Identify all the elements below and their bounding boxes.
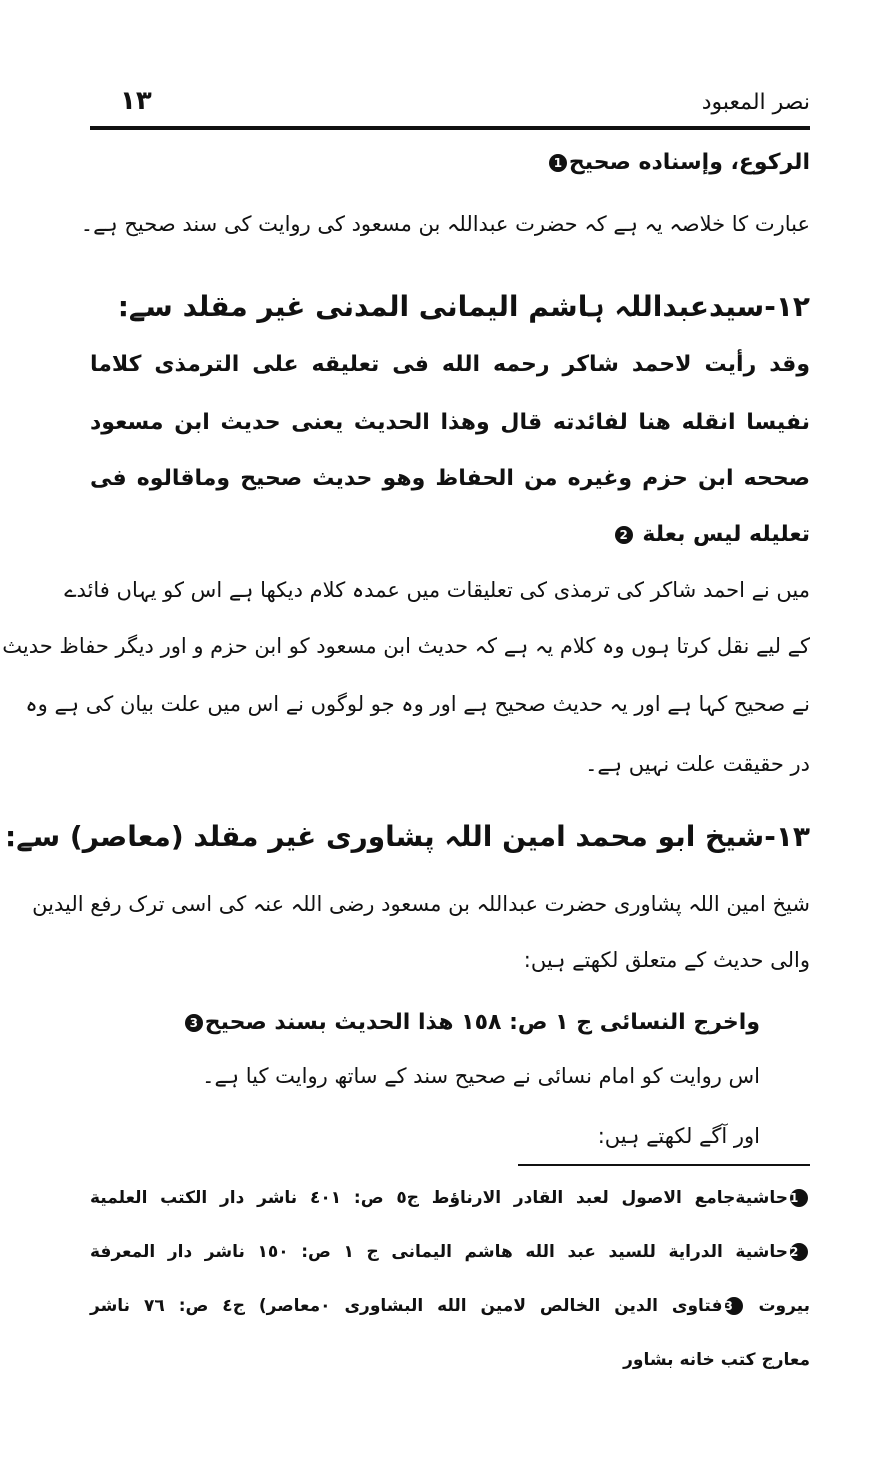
- footnote-divider: [518, 1164, 810, 1166]
- urdu-text: عبارت کا خلاصہ یہ ہے کہ حضرت عبداللہ بن مسعود کی روایت کی سند صحیح ہے۔: [80, 212, 810, 236]
- urdu-line-7: اس روایت کو امام نسائی نے صحیح سند کے ساتھ روایت کیا ہے۔: [202, 1064, 760, 1088]
- footnote-marker-3: 3: [185, 1014, 203, 1032]
- urdu-translation-line-4: در حقیقت علت نہیں ہے۔: [585, 752, 810, 776]
- arabic-quote-line-1: وقد رأيت لاحمد شاكر رحمه الله فى تعليقه على الترمذى كلاما: [90, 352, 810, 377]
- footnote-3-marker: 3: [725, 1297, 743, 1315]
- urdu-line-5: شیخ امین اللہ پشاوری حضرت عبداللہ بن مسعود رضی اللہ عنہ کی اسی ترک رفع الیدین: [32, 892, 810, 916]
- arabic-quote-line-4: [90, 522, 810, 547]
- section-heading-12: ١٢-سیدعبداللہ ہاشم الیمانی المدنی غیر مقلد سے:: [117, 290, 810, 323]
- arabic-line-1: [90, 150, 810, 175]
- page-header: [90, 76, 810, 124]
- page-number: ١٣: [120, 86, 152, 116]
- footnote-1: [90, 1188, 810, 1208]
- urdu-line-summary: [80, 212, 810, 236]
- arabic-quote-nasai: [90, 1010, 760, 1035]
- arabic-text: تعليله ليس بعلة: [642, 522, 810, 547]
- arabic-text: الركوع، وإسناده صحيح: [568, 150, 810, 175]
- footnote-2-text: حاشية الدراية للسيد عبد الله هاشم اليمانى ج ١ ص: ١٥٠ ناشر دار المعرفة: [90, 1242, 789, 1262]
- arabic-quote-line-2: نفيسا انقله هنا لفائدته قال وهذا الحديث يعنى حديث ابن مسعود: [90, 410, 810, 435]
- footnote-marker-1: 1: [549, 154, 567, 172]
- arabic-quote-line-3: صححه ابن حزم وغيره من الحفاظ وهو حديث صحيح وماقالوه فى: [90, 466, 810, 491]
- footnote-2-marker: 2: [790, 1243, 808, 1261]
- urdu-line-6: والی حدیث کے متعلق لکھتے ہیں:: [523, 948, 810, 972]
- footnote-3-continuation: معارج كتب خانه بشاور: [623, 1350, 810, 1370]
- urdu-translation-line-1: میں نے احمد شاکر کی ترمذی کی تعلیقات میں عمدہ کلام دیکھا ہے اس کو یہاں فائدے: [64, 578, 810, 602]
- footnote-2: [90, 1242, 810, 1262]
- footnote-1-text: حاشيةجامع الاصول لعبد القادر الارناؤط ج٥ ص: ٤٠١ ناشر دار الكتب العلمية: [90, 1188, 788, 1208]
- arabic-text: واخرج النسائى ج ١ ص: ١٥٨ هذا الحديث بسند صحيح: [204, 1010, 760, 1035]
- urdu-translation-line-3: نے صحیح کہا ہے اور یہ حدیث صحیح ہے اور وہ جو لوگوں نے اس میں علت بیان کی ہے وہ: [25, 692, 810, 716]
- urdu-translation-line-2: کے لیے نقل کرتا ہوں وہ کلام یہ ہے کہ حدیث ابن مسعود کو ابن حزم و اور دیگر حفاظ حدیث: [2, 634, 810, 658]
- section-heading-13: ١٣-شیخ ابو محمد امین اللہ پشاوری غیر مقلد (معاصر) سے:: [5, 820, 810, 853]
- footnote-2-continuation: بيروت: [758, 1296, 810, 1316]
- urdu-line-8: اور آگے لکھتے ہیں:: [597, 1124, 760, 1148]
- footnote-marker-2: 2: [615, 526, 633, 544]
- footnote-3: [90, 1296, 810, 1316]
- footnote-3-text: فتاوى الدين الخالص لامين الله البشاورى ٠معاصر) ج٤ ص: ٧٦ ناشر: [90, 1296, 723, 1316]
- book-title: نصر المعبود: [701, 90, 810, 115]
- header-divider: [90, 126, 810, 130]
- footnote-1-marker: 1: [790, 1189, 808, 1207]
